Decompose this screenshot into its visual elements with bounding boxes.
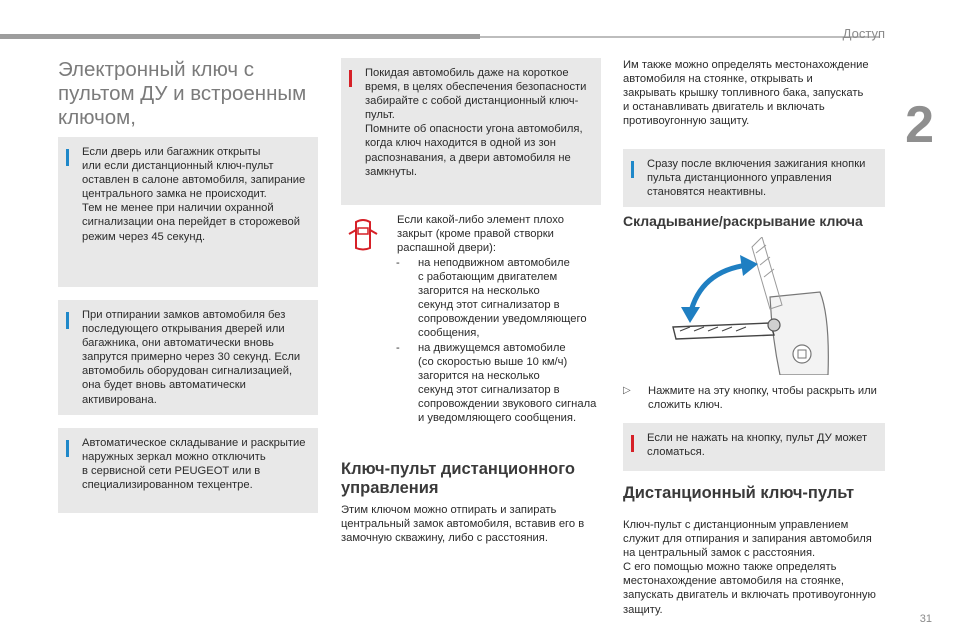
warning-box-security <box>341 58 601 205</box>
info-icon <box>66 440 69 457</box>
remote-key-para-text: Этим ключом можно отпирать и запирать центральный замок автомобиля, вставив его в замочную скважину, либо с расстояния. <box>341 504 585 545</box>
info-box-text: Автоматическое складывание и раскрытие наружных зеркал можно отключить в сервисной сети PEUGEOT или в специализированном техцентре. <box>82 437 306 492</box>
remote-key-para <box>341 503 606 545</box>
locate-para <box>623 58 883 128</box>
info-icon <box>66 149 69 166</box>
heading-fold-key: Складывание/раскрывание ключа <box>623 213 863 229</box>
key-fold-illustration <box>670 237 835 375</box>
arrow-right-icon: ▷ <box>623 385 631 396</box>
info-icon <box>66 312 69 329</box>
info-icon <box>631 161 634 178</box>
page-number: 31 <box>919 613 932 625</box>
section-title: Доступ <box>842 26 885 41</box>
warning-text: Если не нажать на кнопку, пульт ДУ может сломаться. <box>647 432 868 459</box>
door-warning-list <box>394 256 604 425</box>
info-box-text: Если дверь или багажник открыты или если дистанционный ключ-пульт оставлен в салоне автомобиля, запирание центрального замка не происходит. Тем не менее при наличии охранной сигнализации она перейдет в сторожевой режим через 45 секунд. <box>82 146 306 243</box>
warning-box-button <box>623 423 885 471</box>
remote-para-text: Ключ-пульт с дистанционным управлением служит для отпирания и запирания автомобиля на центральный замок с расстояния. С его помощью можно также определять местонахождение автомобиля на стоянке, запускать двигатель и включать противоугонную защиту. <box>623 519 876 616</box>
list-item-text: - на движущемся автомобиле (со скоростью выше 10 км/ч) загорится на несколько секунд этот сигнализатор в сопровождении звукового сигнала и уведомляющего сообщения. <box>418 341 597 425</box>
locate-para-text: Им также можно определять местонахождение автомобиля на стоянке, открывать и закрывать крышку топливного бака, запускать и останавливать двигатель и включать противоугонную защиту. <box>623 59 869 128</box>
list-item <box>394 256 604 341</box>
info-box-text: При отпирании замков автомобиля без последующего открывания дверей или багажника, они автоматически вновь запрутся примерно через 30 секунд. Если автомобиль оборудован сигнализацией, она будет вновь автоматически активирована. <box>82 309 301 406</box>
remote-para <box>623 518 885 617</box>
info-box-2 <box>58 300 318 415</box>
chapter-number: 2 <box>905 96 934 154</box>
warning-icon <box>349 70 352 87</box>
fold-instruction-text: Нажмите на эту кнопку, чтобы раскрыть или сложить ключ. <box>648 385 877 412</box>
door-warning-block <box>397 213 602 255</box>
door-warning-intro: Если какой-либо элемент плохо закрыт (кроме правой створки распашной двери): <box>397 214 564 255</box>
heading-remote-key: Ключ-пульт дистанционного управления <box>341 460 575 497</box>
warning-icon <box>631 435 634 452</box>
fold-instruction <box>623 384 883 412</box>
header-bar <box>0 34 480 39</box>
info-box-ignition <box>623 149 885 207</box>
header-bar-thin <box>480 36 880 38</box>
door-open-warning-icon <box>346 218 380 254</box>
info-box-3 <box>58 428 318 513</box>
page-title: Электронный ключ с пультом ДУ и встроенным ключом, <box>58 58 307 129</box>
list-item-text: - на неподвижном автомобиле с работающим двигателем загорится на несколько секунд этот сигнализатор в сопровождении уведомляющего сообщения, <box>418 257 587 340</box>
info-box-text: Сразу после включения зажигания кнопки пульта дистанционного управления становятся неактивны. <box>647 158 866 199</box>
heading-remote: Дистанционный ключ-пульт <box>623 484 855 502</box>
list-item <box>394 341 604 426</box>
info-box-1 <box>58 137 318 287</box>
warning-text: Покидая автомобиль даже на короткое время, в целях обеспечения безопасности забирайте с собой дистанционный ключ- пульт. Помните об опасности угона автомобиля, когда ключ находится в одной из зон распознавания, а двери автомобиля не замкнуты. <box>365 67 587 178</box>
